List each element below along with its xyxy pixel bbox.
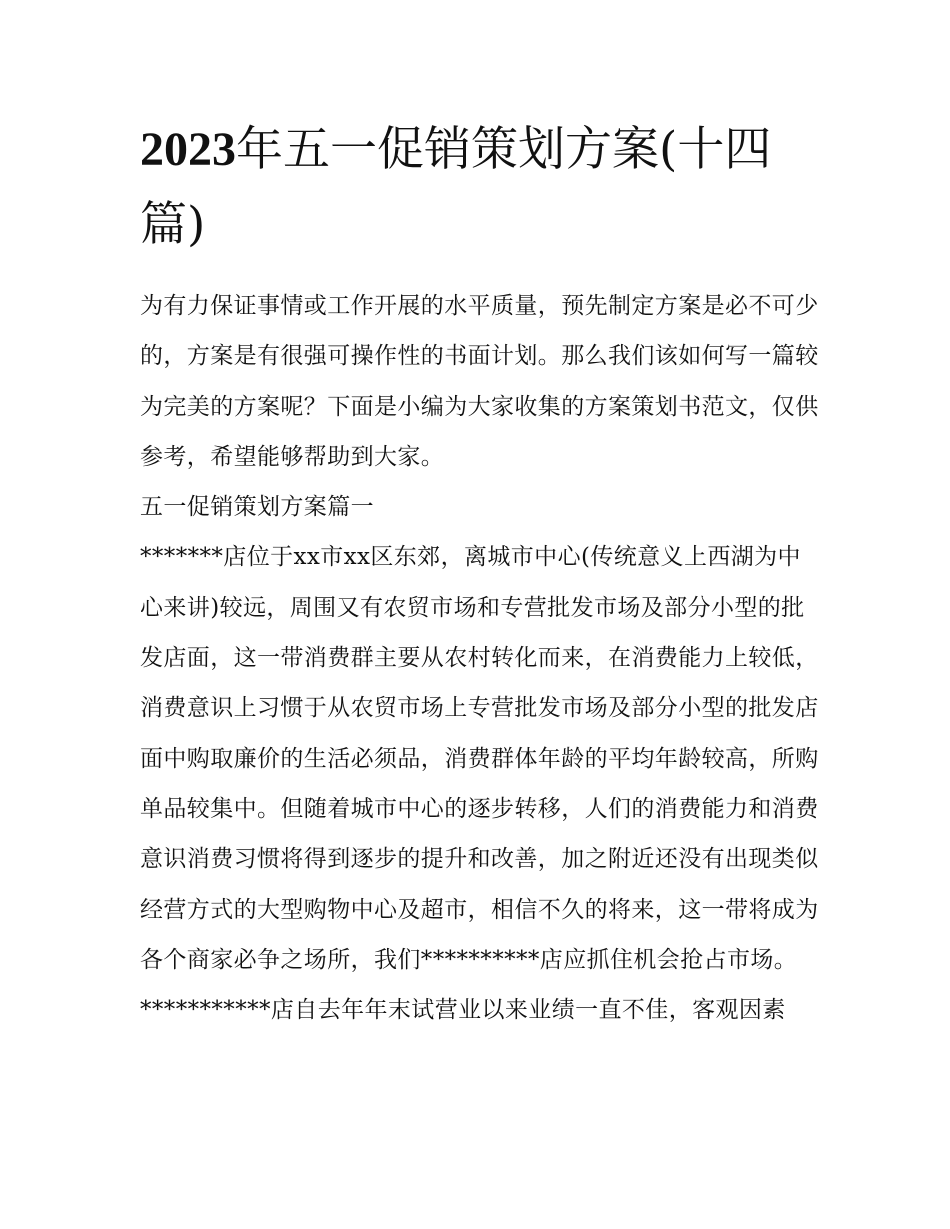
document-title [140, 112, 820, 262]
body-paragraph-truncated: ***********店自去年年末试营业以来业绩一直不佳，客观因素 [140, 997, 786, 1024]
body-paragraph: *******店位于xx市xx区东郊，离城市中心(传统意义上西湖为中心来讲)较远，周围又有农贸市场和专营批发市场及部分小型的批发店面，这一带消费群主要从农村转化而来，在消费能力上较低，消费意识上习惯于从农贸市场上专营批发市场及部分小型的批发店面中购取廉价的生活必须品，消费群体年龄的平均年龄较高，所购单品较集中。但随着城市中心的逐步转移，人们的消费能力和消费意识消费习惯将得到逐步的提升和改善，加之附近还没有出现类似经营方式的大型购物中心及超市，相信不久的将来，这一带将成为各个商家必争之场所，我们**********店应抓住机会抢占市场。 [140, 544, 819, 973]
title-text: 年五一促销策划方案(十四篇) [140, 122, 772, 252]
intro-paragraph: 为有力保证事情或工作开展的水平质量，预先制定方案是必不可少的，方案是有很强可操作性的书面计划。那么我们该如何写一篇较为完美的方案呢？下面是小编为大家收集的方案策划书范文，仅供参考，希望能够帮助到大家。 [140, 293, 819, 470]
document-body [140, 281, 820, 1035]
section-heading: 五一促销策划方案篇一 [140, 494, 374, 521]
title-year: 2023 [140, 123, 236, 176]
